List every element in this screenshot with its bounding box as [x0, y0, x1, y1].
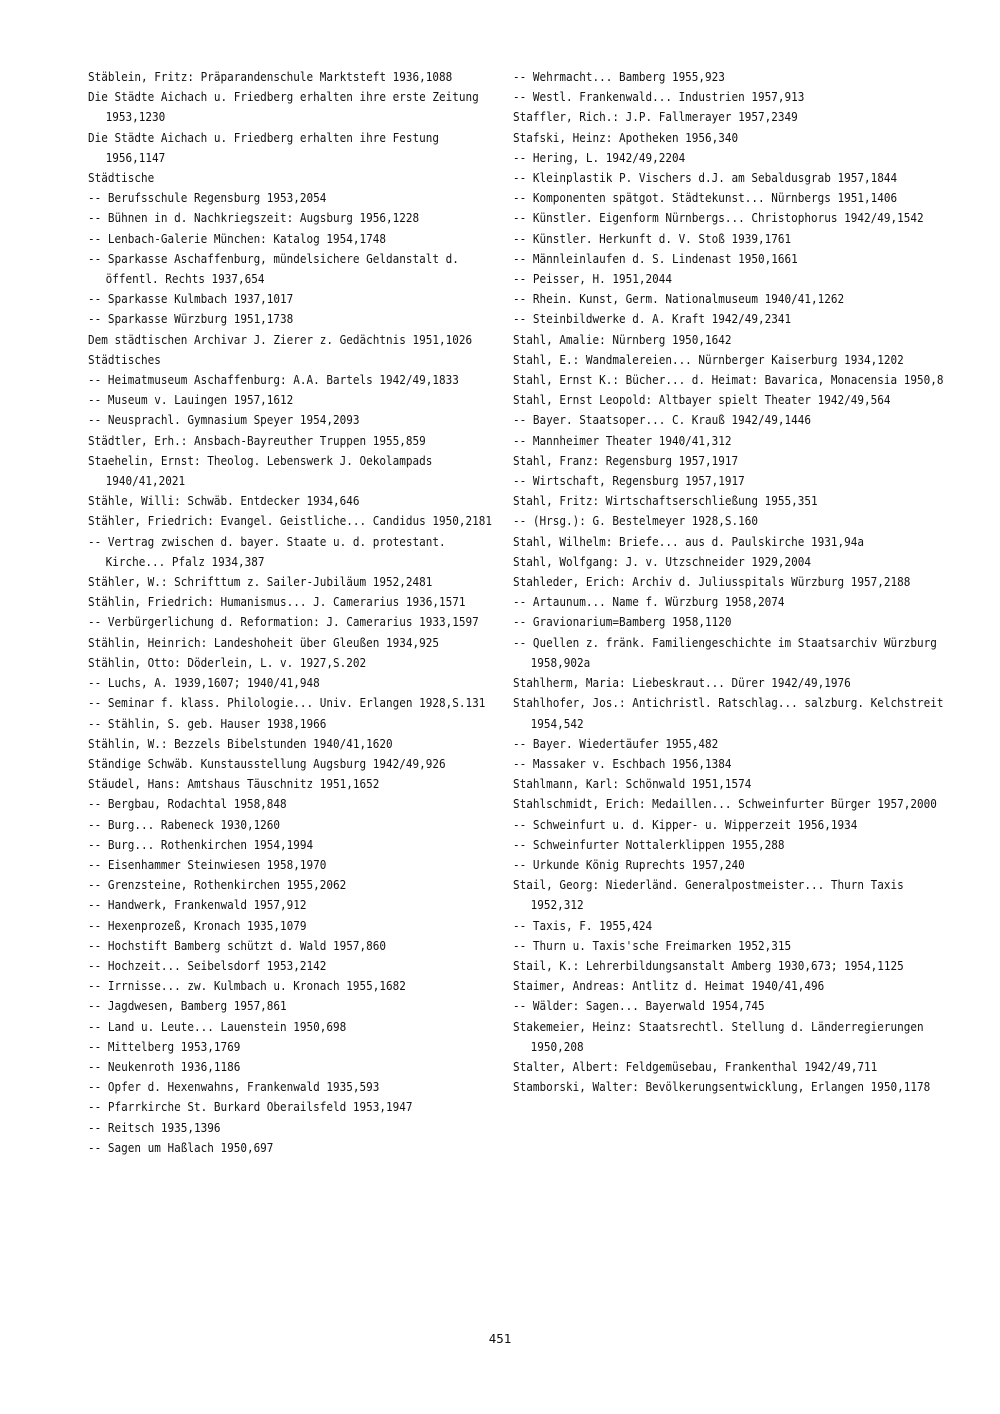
index-entry: Stalter, Albert: Feldgemüsebau, Frankenthal 1942/49,711 — [513, 1058, 878, 1074]
index-entry: -- (Hrsg.): G. Bestelmeyer 1928,S.160 — [513, 513, 759, 529]
index-entry: Stähler, Friedrich: Evangel. Geistliche... Candidus 1950,2181 — [88, 513, 492, 529]
index-entry: Staehelin, Ernst: Theolog. Lebenswerk J. Oekolampads 1940/41,2021 — [88, 452, 433, 489]
index-entry: Stamborski, Walter: Bevölkerungsentwicklung, Erlangen 1950,1178 — [513, 1079, 931, 1095]
index-entry: Stahlherm, Maria: Liebeskraut... Dürer 1942/49,1976 — [513, 675, 851, 691]
index-entry: -- Gravionarium=Bamberg 1958,1120 — [513, 614, 732, 630]
index-entry: -- Männleinlaufen d. S. Lindenast 1950,1661 — [513, 250, 798, 266]
index-entry: -- Burg... Rabeneck 1930,1260 — [88, 816, 281, 832]
index-entry: -- Pfarrkirche St. Burkard Oberailsfeld 1953,1947 — [88, 1099, 413, 1115]
index-entry: -- Jagdwesen, Bamberg 1957,861 — [88, 998, 287, 1014]
index-entry: Stählin, W.: Bezzels Bibelstunden 1940/41,1620 — [88, 735, 393, 751]
index-entry: -- Rhein. Kunst, Germ. Nationalmuseum 1940/41,1262 — [513, 291, 845, 307]
index-entry: Stahl, Wolfgang: J. v. Utzschneider 1929,2004 — [513, 553, 812, 569]
index-entry: -- Mittelberg 1953,1769 — [88, 1038, 241, 1054]
index-entry: -- Museum v. Lauingen 1957,1612 — [88, 392, 294, 408]
index-entry: Dem städtischen Archivar J. Zierer z. Gedächtnis 1951,1026 — [88, 331, 473, 347]
index-entry: -- Sparkasse Kulmbach 1937,1017 — [88, 291, 294, 307]
index-entry: Städtische — [88, 170, 155, 186]
index-entry: Stahl, Amalie: Nürnberg 1950,1642 — [513, 331, 732, 347]
index-entry: -- Hering, L. 1942/49,2204 — [513, 149, 686, 165]
index-entry: Städtler, Erh.: Ansbach-Bayreuther Truppen 1955,859 — [88, 432, 426, 448]
right-index-column — [513, 67, 944, 1097]
index-entry: -- Neusprachl. Gymnasium Speyer 1954,2093 — [88, 412, 360, 428]
index-entry: Stahl, Franz: Regensburg 1957,1917 — [513, 452, 739, 468]
index-entry: Stähle, Willi: Schwäb. Entdecker 1934,646 — [88, 493, 360, 509]
index-entry: Stahlschmidt, Erich: Medaillen... Schweinfurter Bürger 1957,2000 — [513, 796, 937, 812]
index-entry: -- Schweinfurter Nottalerklippen 1955,288 — [513, 836, 785, 852]
left-index-column — [88, 67, 492, 1158]
index-entry: Staimer, Andreas: Antlitz d. Heimat 1940/41,496 — [513, 978, 825, 994]
index-entry: -- Luchs, A. 1939,1607; 1940/41,948 — [88, 675, 320, 691]
index-entry: Städtisches — [88, 351, 161, 367]
index-entry: Stahl, E.: Wandmalereien... Nürnberger Kaiserburg 1934,1202 — [513, 351, 904, 367]
index-entry: Stahl, Ernst Leopold: Altbayer spielt Theater 1942/49,564 — [513, 392, 891, 408]
index-entry: -- Eisenhammer Steinwiesen 1958,1970 — [88, 856, 327, 872]
index-entry: -- Steinbildwerke d. A. Kraft 1942/49,2341 — [513, 311, 792, 327]
index-entry: -- Reitsch 1935,1396 — [88, 1119, 221, 1135]
index-entry: -- Quellen z. fränk. Familiengeschichte im Staatsarchiv Würzburg 1958,902a — [513, 634, 937, 670]
index-entry: -- Schweinfurt u. d. Kipper- u. Wipperzeit 1956,1934 — [513, 816, 858, 832]
index-entry: Stahlmann, Karl: Schönwald 1951,1574 — [513, 776, 752, 792]
index-entry: Stahl, Wilhelm: Briefe... aus d. Paulskirche 1931,94a — [513, 533, 864, 549]
index-entry: Die Städte Aichach u. Friedberg erhalten ihre erste Zeitung 1953,1230 — [88, 89, 479, 125]
index-entry: Stahleder, Erich: Archiv d. Juliusspitals Würzburg 1957,2188 — [513, 574, 911, 590]
index-entry: -- Neukenroth 1936,1186 — [88, 1058, 241, 1074]
index-entry: -- Sparkasse Würzburg 1951,1738 — [88, 311, 294, 327]
index-entry: -- Massaker v. Eschbach 1956,1384 — [513, 755, 732, 771]
index-entry: -- Komponenten spätgot. Städtekunst... Nürnbergs 1951,1406 — [513, 190, 898, 206]
index-entry: Stähler, W.: Schrifttum z. Sailer-Jubiläum 1952,2481 — [88, 574, 433, 590]
index-entry: -- Wirtschaft, Regensburg 1957,1917 — [513, 473, 745, 489]
index-entry: -- Bergbau, Rodachtal 1958,848 — [88, 796, 287, 812]
index-entry: -- Bühnen in d. Nachkriegszeit: Augsburg 1956,1228 — [88, 210, 420, 226]
index-entry: Stail, Georg: Niederländ. Generalpostmeister... Thurn Taxis 1952,312 — [513, 877, 904, 913]
index-entry: Stählin, Heinrich: Landeshoheit über Gleußen 1934,925 — [88, 634, 439, 650]
index-entry: -- Grenzsteine, Rothenkirchen 1955,2062 — [88, 877, 347, 893]
index-entry: -- Wälder: Sagen... Bayerwald 1954,745 — [513, 998, 765, 1014]
index-entry: -- Bayer. Staatsoper... C. Krauß 1942/49,1446 — [513, 412, 812, 428]
index-entry: -- Thurn u. Taxis'sche Freimarken 1952,315 — [513, 937, 792, 953]
index-entry: Stail, K.: Lehrerbildungsanstalt Amberg 1930,673; 1954,1125 — [513, 957, 904, 973]
index-entry: -- Künstler. Herkunft d. V. Stoß 1939,1761 — [513, 230, 792, 246]
index-entry: -- Stählin, S. geb. Hauser 1938,1966 — [88, 715, 327, 731]
index-entry: Staffler, Rich.: J.P. Fallmerayer 1957,2349 — [513, 109, 798, 125]
index-entry: -- Vertrag zwischen d. bayer. Staate u. d. protestant. Kirche... Pfalz 1934,387 — [88, 533, 446, 569]
index-entry: -- Burg... Rothenkirchen 1954,1994 — [88, 836, 314, 852]
index-entry: -- Taxis, F. 1955,424 — [513, 917, 653, 933]
index-entry: Ständige Schwäb. Kunstausstellung Augsburg 1942/49,926 — [88, 755, 446, 771]
index-entry: -- Urkunde König Ruprechts 1957,240 — [513, 856, 745, 872]
index-entry: -- Lenbach-Galerie München: Katalog 1954,1748 — [88, 230, 387, 246]
index-entry: -- Künstler. Eigenform Nürnbergs... Christophorus 1942/49,1542 — [513, 210, 924, 226]
index-entry: Stählin, Otto: Döderlein, L. v. 1927,S.202 — [88, 654, 367, 670]
index-entry: Stäudel, Hans: Amtshaus Täuschnitz 1951,1652 — [88, 776, 380, 792]
page-number: 451 — [488, 1331, 512, 1346]
index-entry: Die Städte Aichach u. Friedberg erhalten ihre Festung 1956,1147 — [88, 129, 439, 165]
index-entry: Stahl, Fritz: Wirtschaftserschließung 1955,351 — [513, 493, 818, 509]
index-entry: Stählin, Friedrich: Humanismus... J. Camerarius 1936,1571 — [88, 594, 466, 610]
index-entry: -- Seminar f. klass. Philologie... Univ. Erlangen 1928,S.131 — [88, 695, 486, 711]
index-entry: Stahlhofer, Jos.: Antichristl. Ratschlag... salzburg. Kelchstreit 1954,542 — [513, 695, 944, 731]
index-entry: Stahl, Ernst K.: Bücher... d. Heimat: Bavarica, Monacensia 1950,8 — [513, 372, 944, 388]
index-entry: -- Sparkasse Aschaffenburg, mündelsichere Geldanstalt d. öffentl. Rechts 1937,654 — [88, 250, 459, 287]
index-entry: -- Hochzeit... Seibelsdorf 1953,2142 — [88, 957, 327, 973]
index-entry: -- Mannheimer Theater 1940/41,312 — [513, 432, 732, 448]
index-entry: -- Handwerk, Frankenwald 1957,912 — [88, 897, 307, 913]
index-entry: -- Hochstift Bamberg schützt d. Wald 1957,860 — [88, 937, 387, 953]
index-entry: -- Sagen um Haßlach 1950,697 — [88, 1139, 274, 1155]
index-entry: -- Artaunum... Name f. Würzburg 1958,2074 — [513, 594, 785, 610]
index-entry: Stafski, Heinz: Apotheken 1956,340 — [513, 129, 739, 145]
index-entry: -- Bayer. Wiedertäufer 1955,482 — [513, 735, 719, 751]
index-entry: -- Kleinplastik P. Vischers d.J. am Sebaldusgrab 1957,1844 — [513, 170, 898, 186]
index-entry: Stäblein, Fritz: Präparandenschule Marktsteft 1936,1088 — [88, 69, 453, 84]
index-entry: -- Peisser, H. 1951,2044 — [513, 271, 672, 287]
index-entry: -- Heimatmuseum Aschaffenburg: A.A. Bartels 1942/49,1833 — [88, 372, 459, 388]
index-entry: -- Westl. Frankenwald... Industrien 1957,913 — [513, 89, 805, 105]
index-entry: -- Hexenprozeß, Kronach 1935,1079 — [88, 917, 307, 933]
index-entry: -- Verbürgerlichung d. Reformation: J. Camerarius 1933,1597 — [88, 614, 479, 630]
index-entry: -- Wehrmacht... Bamberg 1955,923 — [513, 69, 725, 84]
index-entry: -- Irrnisse... zw. Kulmbach u. Kronach 1955,1682 — [88, 978, 406, 994]
index-entry: Stakemeier, Heinz: Staatsrechtl. Stellung d. Länderregierungen 1950,208 — [513, 1018, 924, 1054]
index-entry: -- Land u. Leute... Lauenstein 1950,698 — [88, 1018, 347, 1034]
index-entry: -- Opfer d. Hexenwahns, Frankenwald 1935,593 — [88, 1079, 380, 1095]
index-entry: -- Berufsschule Regensburg 1953,2054 — [88, 190, 327, 206]
